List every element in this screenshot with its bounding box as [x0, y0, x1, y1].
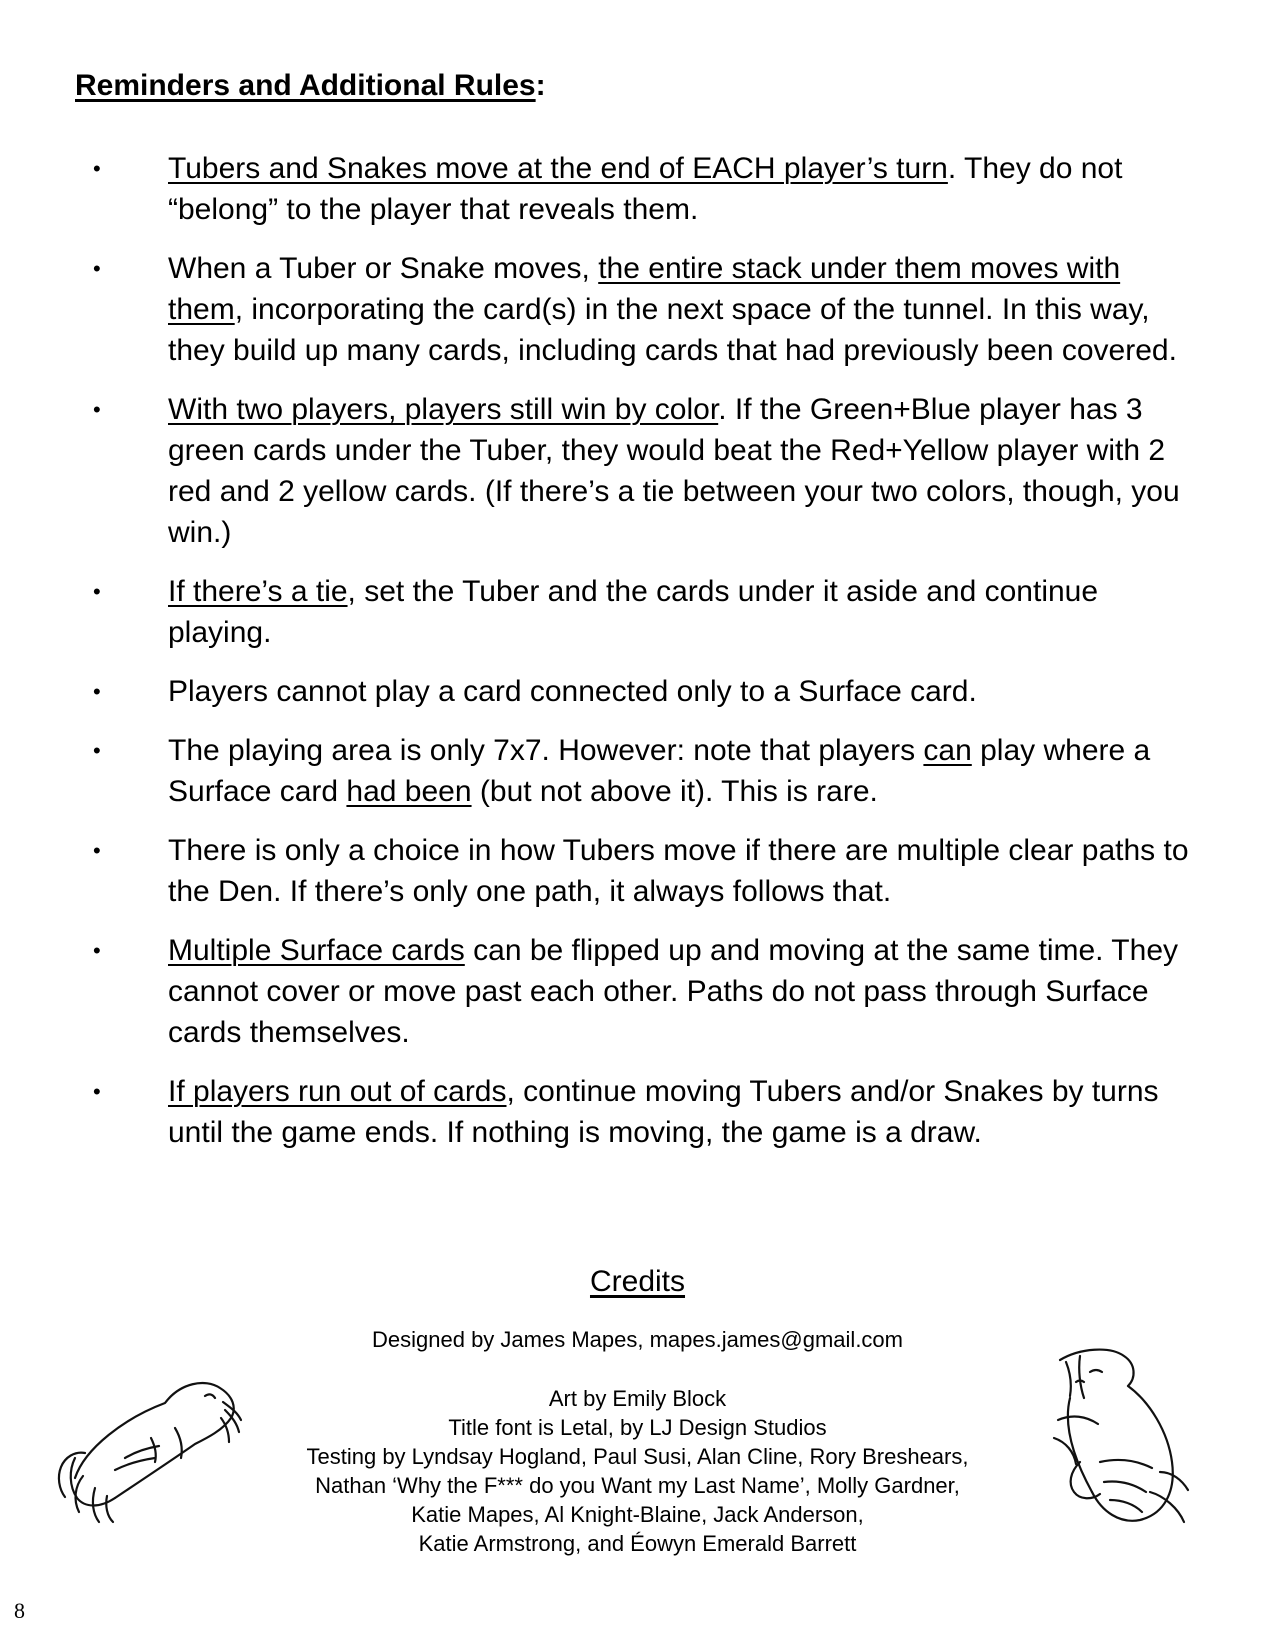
credits-heading	[0, 1262, 1275, 1302]
rule-emphasis: If players run out of cards	[168, 1075, 507, 1108]
rule-item	[0, 148, 1275, 230]
credit-designer: Designed by James Mapes, mapes.james@gmail.com	[372, 1327, 903, 1352]
rules-list	[0, 148, 1275, 1171]
heading-colon: :	[535, 69, 546, 102]
credits-title: Credits	[589, 1265, 686, 1298]
rule-item	[0, 671, 1275, 712]
rule-text: , incorporating the card(s) in the next space of the tunnel. In this way, they build up many cards, including cards that had previously been covered.	[168, 293, 1177, 367]
rule-emphasis: the entire stack under them moves with them	[168, 252, 1121, 326]
rule-text: (but not above it). This is rare.	[471, 775, 878, 808]
bullet-icon: •	[93, 738, 101, 763]
rule-text: . They do not “belong” to the player that reveals them.	[168, 152, 1123, 226]
rule-item	[0, 248, 1275, 371]
rule-text: Players cannot play a card connected only to a Surface card.	[168, 675, 977, 708]
rule-text: When a Tuber or Snake moves,	[168, 252, 599, 285]
rule-emphasis: Tubers and Snakes move at the end of EACH player’s turn	[168, 152, 948, 185]
rule-text: There is only a choice in how Tubers move if there are multiple clear paths to the Den. If there’s only one path, it always follows that.	[168, 834, 1189, 908]
rule-emphasis: can	[923, 734, 972, 767]
rule-item	[0, 730, 1275, 812]
rule-text: , continue moving Tubers and/or Snakes by turns until the game ends. If nothing is moving, the game is a draw.	[168, 1075, 1159, 1149]
credit-line: Art by Emily Block	[548, 1386, 727, 1411]
bullet-icon: •	[93, 579, 101, 604]
rule-item	[0, 1071, 1275, 1153]
rule-emphasis: If there’s a tie	[168, 575, 348, 608]
bullet-icon: •	[93, 838, 101, 863]
page-number: 8	[14, 1598, 25, 1623]
credit-line: Nathan ‘Why the F*** do you Want my Last Name’, Molly Gardner,	[315, 1473, 960, 1498]
credit-line: Title font is Letal, by LJ Design Studios	[448, 1415, 827, 1440]
page-heading	[75, 66, 546, 106]
rule-item	[0, 830, 1275, 912]
rule-text: play where a Surface card	[168, 734, 1151, 808]
rule-item	[0, 389, 1275, 553]
rule-text: The playing area is only 7x7. However: note that players	[168, 734, 924, 767]
bullet-icon: •	[93, 256, 101, 281]
rule-emphasis: With two players, players still win by color	[168, 393, 719, 426]
bullet-icon: •	[93, 397, 101, 422]
rule-text: . If the Green+Blue player has 3 green cards under the Tuber, they would beat the Red+Yellow player with 2 red and 2 yellow cards. (If there’s a tie between your two colors, though, you win.)	[168, 393, 1180, 549]
mole-sketch-left-illustration	[55, 1358, 245, 1538]
bullet-icon: •	[93, 1079, 101, 1104]
credit-line: Katie Armstrong, and Éowyn Emerald Barrett	[418, 1531, 857, 1556]
credit-line: Testing by Lyndsay Hogland, Paul Susi, Alan Cline, Rory Breshears,	[306, 1444, 969, 1469]
rule-text: , set the Tuber and the cards under it aside and continue playing.	[168, 575, 1099, 649]
rule-item	[0, 571, 1275, 653]
rule-emphasis: Multiple Surface cards	[168, 934, 465, 967]
rule-emphasis: had been	[346, 775, 472, 808]
credit-line: Katie Mapes, Al Knight-Blaine, Jack Anderson,	[411, 1502, 864, 1527]
bullet-icon: •	[93, 679, 101, 704]
rule-item	[0, 930, 1275, 1053]
bullet-icon: •	[93, 156, 101, 181]
heading-title: Reminders and Additional Rules	[75, 69, 536, 102]
bullet-icon: •	[93, 938, 101, 963]
rule-text: can be flipped up and moving at the same time. They cannot cover or move past each other. Paths do not pass through Surface cards themselves.	[168, 934, 1178, 1049]
mole-sketch-right-illustration	[1040, 1342, 1210, 1532]
